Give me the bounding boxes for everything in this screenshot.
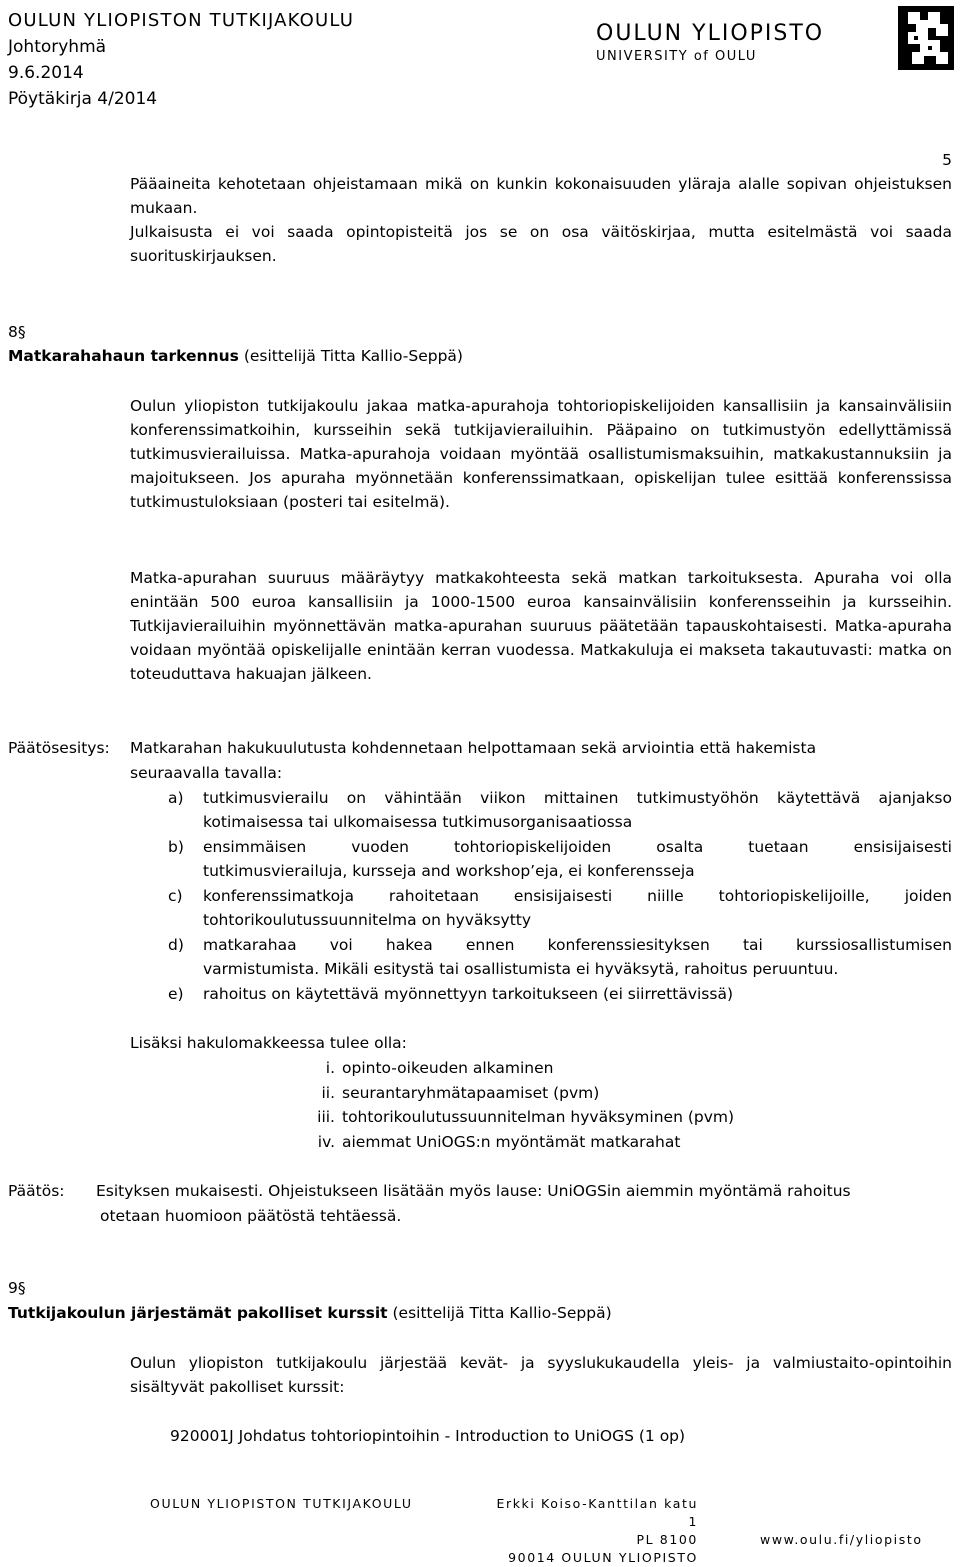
proposal-label: Päätösesitys: <box>8 739 110 757</box>
footer-web-link[interactable]: www.oulu.fi/yliopisto <box>760 1532 923 1547</box>
criterion-marker: b) <box>168 838 184 856</box>
section-8-heading <box>8 344 463 368</box>
section-8-paragraph-1: Oulun yliopiston tutkijakoulu jakaa matka-apurahoja tohtoriopiskelijoiden kansallisiin ja kansainvälisiin konferenssimatkoihin, kursseihin sekä tutkijavierailuihin. Pääpaino on tutkimustyön edellyttämissä tutkimusvierailuissa. Matka-apurahoja voidaan myöntää osallistumismaksuihin, matkakustannuksiin ja majoitukseen. Jos apuraha myönnetään konferenssimatkaan, opiskelijan tulee esittää konferenssissa tutkimustuloksiaan (posteri tai esitelmä). <box>130 397 952 511</box>
section-9-title: Tutkijakoulun järjestämät pakolliset kurssit <box>8 1304 388 1322</box>
additional-marker: ii. <box>321 1083 335 1102</box>
additional-item-text: opinto-oikeuden alkaminen <box>342 1059 554 1077</box>
criterion-marker: c) <box>168 887 183 905</box>
header-body: Johtoryhmä <box>8 37 107 57</box>
additional-intro: Lisäksi hakulomakkeessa tulee olla: <box>130 1034 407 1052</box>
decision-line-1: Esityksen mukaisesti. Ohjeistukseen lisätään myös lause: UniOGSin aiemmin myöntämä rahoitus <box>96 1182 851 1200</box>
header-minutes: Pöytäkirja 4/2014 <box>8 89 158 109</box>
decision-line-2: otetaan huomioon päätöstä tehtäessä. <box>100 1207 402 1225</box>
criterion-text-line-1: rahoitus on käytettävä myönnettyyn tarkoitukseen (ei siirrettävissä) <box>203 985 733 1003</box>
criterion-text-line-1: tutkimusvierailu on vähintään viikon mittainen tutkimustyöhön käytettävä ajanjakso <box>203 789 952 807</box>
section-9-heading <box>8 1301 612 1325</box>
section-9-paragraph-1: Oulun yliopiston tutkijakoulu järjestää kevät- ja syyslukukaudella yleis- ja valmiustaito-opintoihin sisältyvät pakolliset kurssit: <box>130 1354 952 1396</box>
page-number: 5 <box>942 151 952 169</box>
decision-label: Päätös: <box>8 1182 65 1200</box>
section-9-presenter: (esittelijä Titta Kallio-Seppä) <box>392 1304 612 1322</box>
criterion-marker: d) <box>168 936 184 954</box>
footer-organization: OULUN YLIOPISTON TUTKIJAKOULU <box>150 1496 413 1511</box>
section-8-number: 8§ <box>8 323 26 341</box>
footer-city: 90014 OULUN YLIOPISTO <box>508 1550 698 1565</box>
additional-item-text: seurantaryhmätapaamiset (pvm) <box>342 1083 600 1102</box>
footer-address <box>490 1495 698 1567</box>
section-8-paragraph-2: Matka-apurahan suuruus määräytyy matkakohteesta sekä matkan tarkoituksesta. Apuraha voi olla enintään 500 euroa kansallisiin ja 1000-1500 euroa kansainvälisiin konferensseihin ja kursseihin. Tutkijavierailuihin myönnettävän matka-apurahan suuruus päätetään tapauskohtaisesti. Matka-apuraha voidaan myöntää opiskelijalle enintään kerran vuodessa. Matkakuluja ei makseta takautuvasti: matka on toteuduttava hakuajan jälkeen. <box>130 569 952 683</box>
additional-marker: iii. <box>317 1108 335 1126</box>
footer-street: Erkki Koiso-Kanttilan katu 1 <box>496 1496 698 1529</box>
course-entry: 920001J Johdatus tohtoriopintoihin - Introduction to UniOGS (1 op) <box>170 1427 686 1445</box>
additional-marker: iv. <box>317 1132 335 1151</box>
criterion-text-line-2: tutkimusvierailuja, kursseja and workshop’eja, ei konferensseja <box>203 862 695 880</box>
section-8-title: Matkarahahaun tarkennus <box>8 347 239 365</box>
header-date: 9.6.2014 <box>8 63 84 83</box>
criterion-text-line-2: tohtorikoulutussuunnitelma on hyväksytty <box>203 911 532 929</box>
additional-item-text: tohtorikoulutussuunnitelman hyväksyminen (pvm) <box>342 1108 735 1126</box>
section-9-number: 9§ <box>8 1279 26 1297</box>
header-organization: OULUN YLIOPISTON TUTKIJAKOULU <box>8 10 355 31</box>
proposal-line-1: Matkarahan hakukuulutusta kohdennetaan helpottamaan sekä arviointia että hakemista <box>130 739 817 757</box>
criterion-text-line-2: varmistumista. Mikäli esitystä tai osallistumista ei hyväksytä, rahoitus peruuntuu. <box>203 960 839 978</box>
additional-marker: i. <box>325 1059 335 1077</box>
criterion-text-line-1: konferenssimatkoja rahoitetaan ensisijaisesti niille tohtoriopiskelijoille, joiden <box>203 887 952 905</box>
footer-pobox: PL 8100 <box>636 1532 698 1547</box>
criterion-text-line-1: ensimmäisen vuoden tohtoriopiskelijoiden osalta tuetaan ensisijaisesti <box>203 838 952 856</box>
criterion-marker: e) <box>168 985 184 1003</box>
section-8-presenter: (esittelijä Titta Kallio-Seppä) <box>243 347 463 365</box>
intro-paragraph-2: Julkaisusta ei voi saada opintopisteitä jos se on osa väitöskirjaa, mutta esitelmästä voi saada suorituskirjauksen. <box>130 223 952 265</box>
logo-sub-text: UNIVERSITY of OULU <box>596 49 757 64</box>
criterion-text-line-1: matkarahaa voi hakea ennen konferenssiesityksen tai kurssiosallistumisen <box>203 936 952 954</box>
document-header <box>8 8 354 112</box>
additional-item-text: aiemmat UniOGS:n myöntämät matkarahat <box>342 1132 681 1151</box>
university-logo-text <box>596 20 824 66</box>
criterion-text-line-2: kotimaisessa tai ulkomaisessa tutkimusorganisaatiossa <box>203 813 633 831</box>
proposal-line-2: seuraavalla tavalla: <box>130 764 283 782</box>
intro-paragraph-1: Pääaineita kehotetaan ohjeistamaan mikä on kunkin kokonaisuuden yläraja alalle sopivan ohjeistuksen mukaan. <box>130 175 952 217</box>
criterion-marker: a) <box>168 789 184 807</box>
university-logo-icon <box>898 6 954 70</box>
logo-main-text: OULUN YLIOPISTO <box>596 21 825 46</box>
